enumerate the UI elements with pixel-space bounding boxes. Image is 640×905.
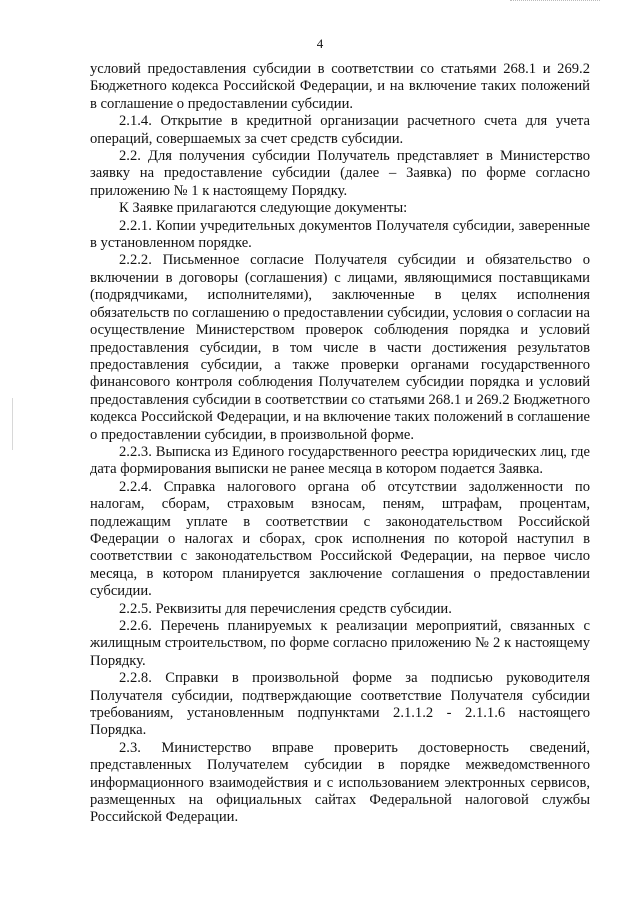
scan-artifact-left-edge [12, 398, 13, 450]
paragraph-2-2-3: 2.2.3. Выписка из Единого государственного реестра юридических лиц, где дата формирования выписки не ранее месяца в котором подается Заявка. [90, 443, 590, 478]
document-body [90, 61, 590, 827]
paragraph-2-2-2: 2.2.2. Письменное согласие Получателя субсидии и обязательство о включении в договоры (соглашения) с лицами, являющимися поставщиками (подрядчиками, исполнителями), заключенные в целях исполнения обязательств по соглашению о предоставлении субсидии, условия о согласии на осуществление Министерством проверок соблюдения порядка и условий предоставления субсидии, в том числе в части достижения результатов предоставления субсидии, а также проверки органами государственного финансового контроля соблюдения Получателем субсидии порядка и условий предоставления субсидии в соответствии со статьями 268.1 и 269.2 Бюджетного кодекса Российской Федерации, и на включение таких положений в соглашение о предоставлении субсидии, в произвольной форме. [90, 252, 590, 443]
paragraph-2-2-5: 2.2.5. Реквизиты для перечисления средств субсидии. [119, 600, 452, 617]
page-number: 4 [316, 36, 324, 51]
paragraph-2-3: 2.3. Министерство вправе проверить достоверность сведений, представленных Получателем субсидии в порядке межведомственного информационного взаимодействия и с использованием электронных сервисов, размещенных на официальных сайтах Федеральной налоговой службы Российской Федерации. [90, 739, 590, 826]
paragraph-continuation: условий предоставления субсидии в соответствии со статьями 268.1 и 269.2 Бюджетного кодекса Российской Федерации, и на включение таких положений в соглашение о предоставлении субсидии. [90, 61, 590, 112]
paragraph-2-2-6: 2.2.6. Перечень планируемых к реализации мероприятий, связанных с жилищным строительством, по форме согласно приложению № 2 к настоящему Порядку. [90, 618, 590, 669]
paragraph-2-2: 2.2. Для получения субсидии Получатель представляет в Министерство заявку на предоставление субсидии (далее – Заявка) по форме согласно приложению № 1 к настоящему Порядку. [90, 148, 590, 199]
scan-artifact-top [510, 0, 600, 5]
paragraph-2-2-8: 2.2.8. Справки в произвольной форме за подписью руководителя Получателя субсидии, подтверждающие соответствие Получателя субсидии требованиям, установленным подпунктами 2.1.1.2 - 2.1.1.6 настоящего Порядка. [90, 670, 590, 739]
paragraph-2-2-1: 2.2.1. Копии учредительных документов Получателя субсидии, заверенные в установленном порядке. [90, 217, 590, 252]
paragraph-documents-intro: К Заявке прилагаются следующие документы: [119, 200, 408, 217]
paragraph-2-2-4: 2.2.4. Справка налогового органа об отсутствии задолженности по налогам, сборам, страховым взносам, пеням, штрафам, процентам, подлежащим уплате в соответствии с законодательством Российской Федерации о налогах и сборах, срок исполнения по которой наступил в соответствии с законодательством Российской Федерации, на первое число месяца, в котором планируется заключение соглашения о предоставлении субсидии. [90, 478, 590, 600]
paragraph-2-1-4: 2.1.4. Открытие в кредитной организации расчетного счета для учета операций, совершаемых за счет средств субсидии. [90, 113, 590, 147]
